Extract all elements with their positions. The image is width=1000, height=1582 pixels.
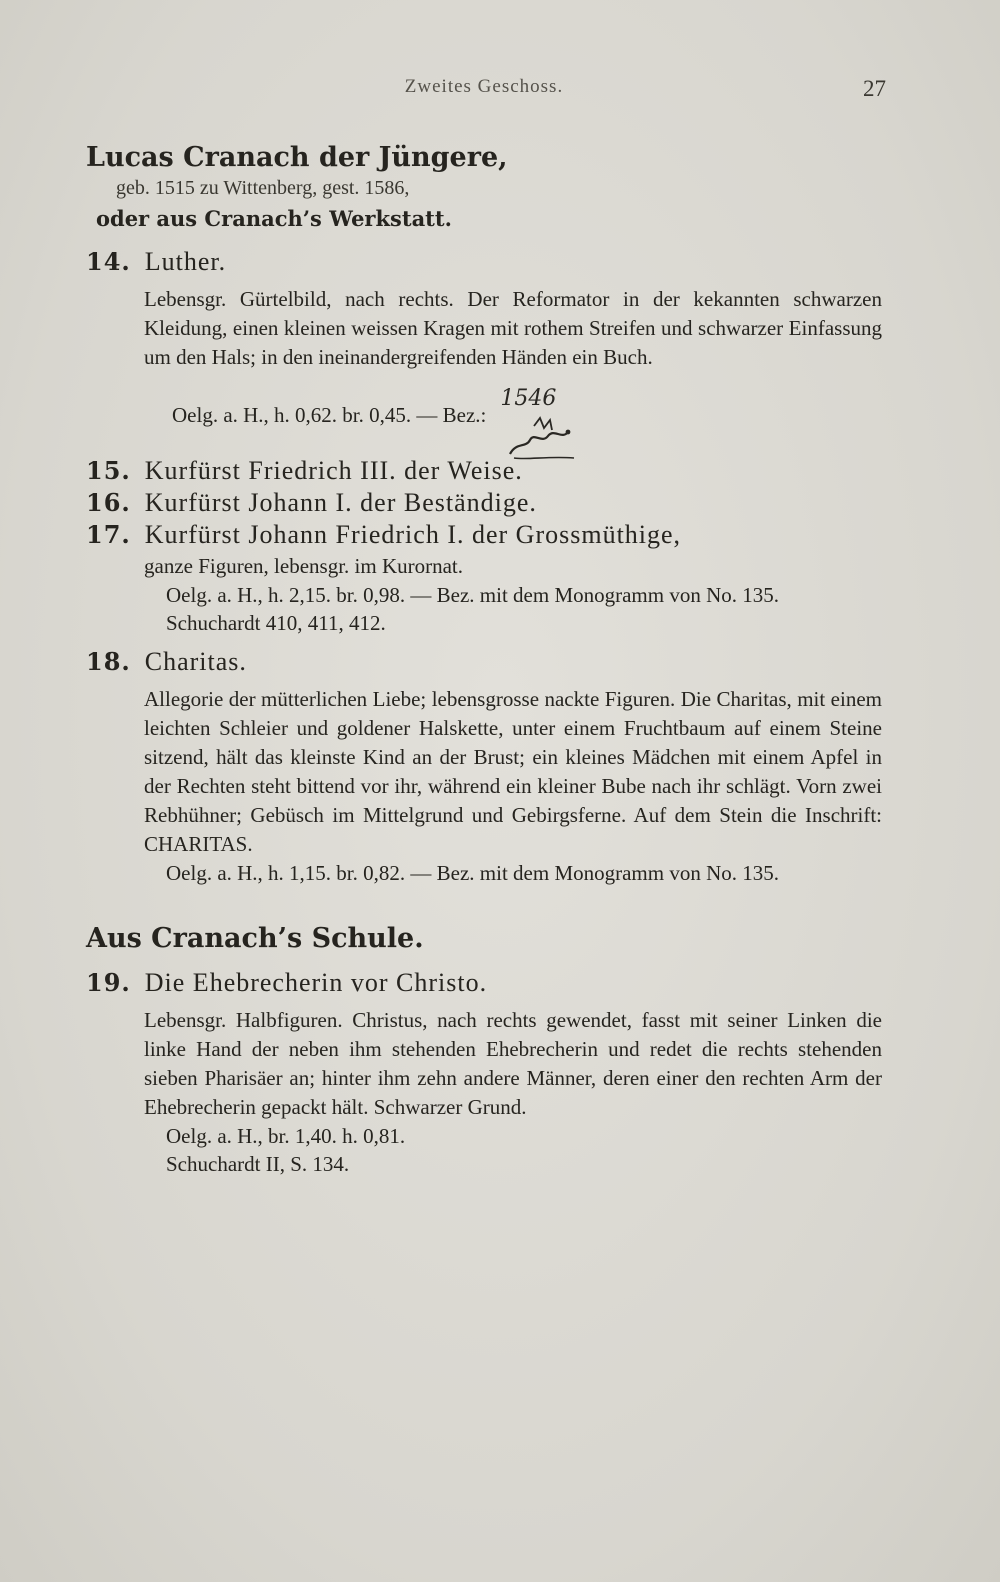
entry-meta	[172, 380, 882, 450]
entry-meta: Oelg. a. H., br. 1,40. h. 0,81.	[166, 1124, 406, 1148]
catalog-entry-14	[86, 247, 882, 450]
entry-description: Lebensgr. Gürtelbild, nach rechts. Der Reformator in der kekannten schwarzen Kleidung, einen kleinen weissen Kragen mit rothem Streifen und schwarzer Einfassung um den Hals; in den ineinandergreifenden Händen ein Buch.	[144, 287, 882, 369]
entry-title-row	[86, 647, 882, 677]
catalog-entry-group	[86, 456, 882, 637]
artist-dates: geb. 1515 zu Wittenberg, gest. 1586,	[116, 177, 410, 199]
entry-reference: Schuchardt II, S. 134.	[166, 1152, 350, 1176]
entry-title: Luther.	[144, 247, 227, 276]
entry-number: 19.	[86, 968, 131, 997]
catalog-entry-18	[86, 647, 882, 887]
entry-number: 16.	[86, 488, 131, 517]
catalog-entry-16	[86, 488, 882, 518]
artist-heading: Lucas Cranach der Jüngere,	[86, 142, 508, 173]
entry-title: Die Ehebrecherin vor Christo.	[144, 968, 488, 997]
entry-title-row	[86, 247, 882, 277]
entry-title: Charitas.	[144, 647, 247, 676]
artist-attribution: oder aus Cranach’s Werkstatt.	[96, 206, 452, 231]
entry-title: Kurfürst Friedrich III. der Weise.	[144, 456, 523, 485]
entry-meta: Oelg. a. H., h. 1,15. br. 0,82. — Bez. mit dem Monogramm von No. 135.	[166, 861, 780, 885]
entry-description: ganze Figuren, lebensgr. im Kurornat.	[144, 554, 463, 578]
entry-description: Lebensgr. Halbfiguren. Christus, nach rechts gewendet, fasst mit seiner Linken die linke Hand der neben ihm stehenden Ehebrecherin und redet die rechts stehenden sieben Pharisäer an; hinter ihm zehn andere Männer, deren einer den rechten Arm der Ehebrecherin gepackt hält. Schwarzer Grund.	[144, 1008, 882, 1119]
entry-description: Allegorie der mütterlichen Liebe; lebensgrosse nackte Figuren. Die Charitas, mit einem leichten Schleier und goldener Halskette, unter einem Fruchtbaum auf einem Steine sitzend, hält das kleinste Kind an der Brust; ein kleines Mädchen mit einem Apfel in der Rechten steht bittend vor ihr, während ein kleiner Bube nach ihr schlägt. Vorn zwei Rebhühner; Gebüsch im Mittelgrund und Gebirgsferne. Auf dem Stein die Inschrift: CHARITAS.	[144, 687, 882, 856]
entry-number: 14.	[86, 247, 131, 276]
entry-title: Kurfürst Johann Friedrich I. der Grossmüthige,	[144, 520, 682, 549]
entry-meta-text: Oelg. a. H., h. 0,62. br. 0,45. — Bez.:	[172, 402, 487, 427]
entry-meta: Oelg. a. H., h. 2,15. br. 0,98. — Bez. mit dem Monogramm von No. 135.	[166, 583, 780, 607]
page-number: 27	[863, 76, 886, 101]
catalog-entry-19	[86, 968, 882, 1178]
running-title: Zweites Geschoss.	[404, 76, 564, 97]
entry-reference: Schuchardt 410, 411, 412.	[166, 611, 386, 635]
signature-monogram	[494, 386, 604, 462]
running-header	[86, 68, 886, 108]
catalog-entry-15	[86, 456, 882, 486]
signature-year: 1546	[500, 386, 557, 411]
entry-title-row	[86, 968, 882, 998]
catalog-entry-17	[86, 520, 882, 550]
entry-number: 18.	[86, 647, 131, 676]
entry-number: 15.	[86, 456, 131, 485]
section-heading: Aus Cranach’s Schule.	[86, 923, 424, 954]
winged-serpent-icon	[504, 414, 584, 464]
entry-title: Kurfürst Johann I. der Beständige.	[144, 488, 537, 517]
entry-number: 17.	[86, 520, 131, 549]
